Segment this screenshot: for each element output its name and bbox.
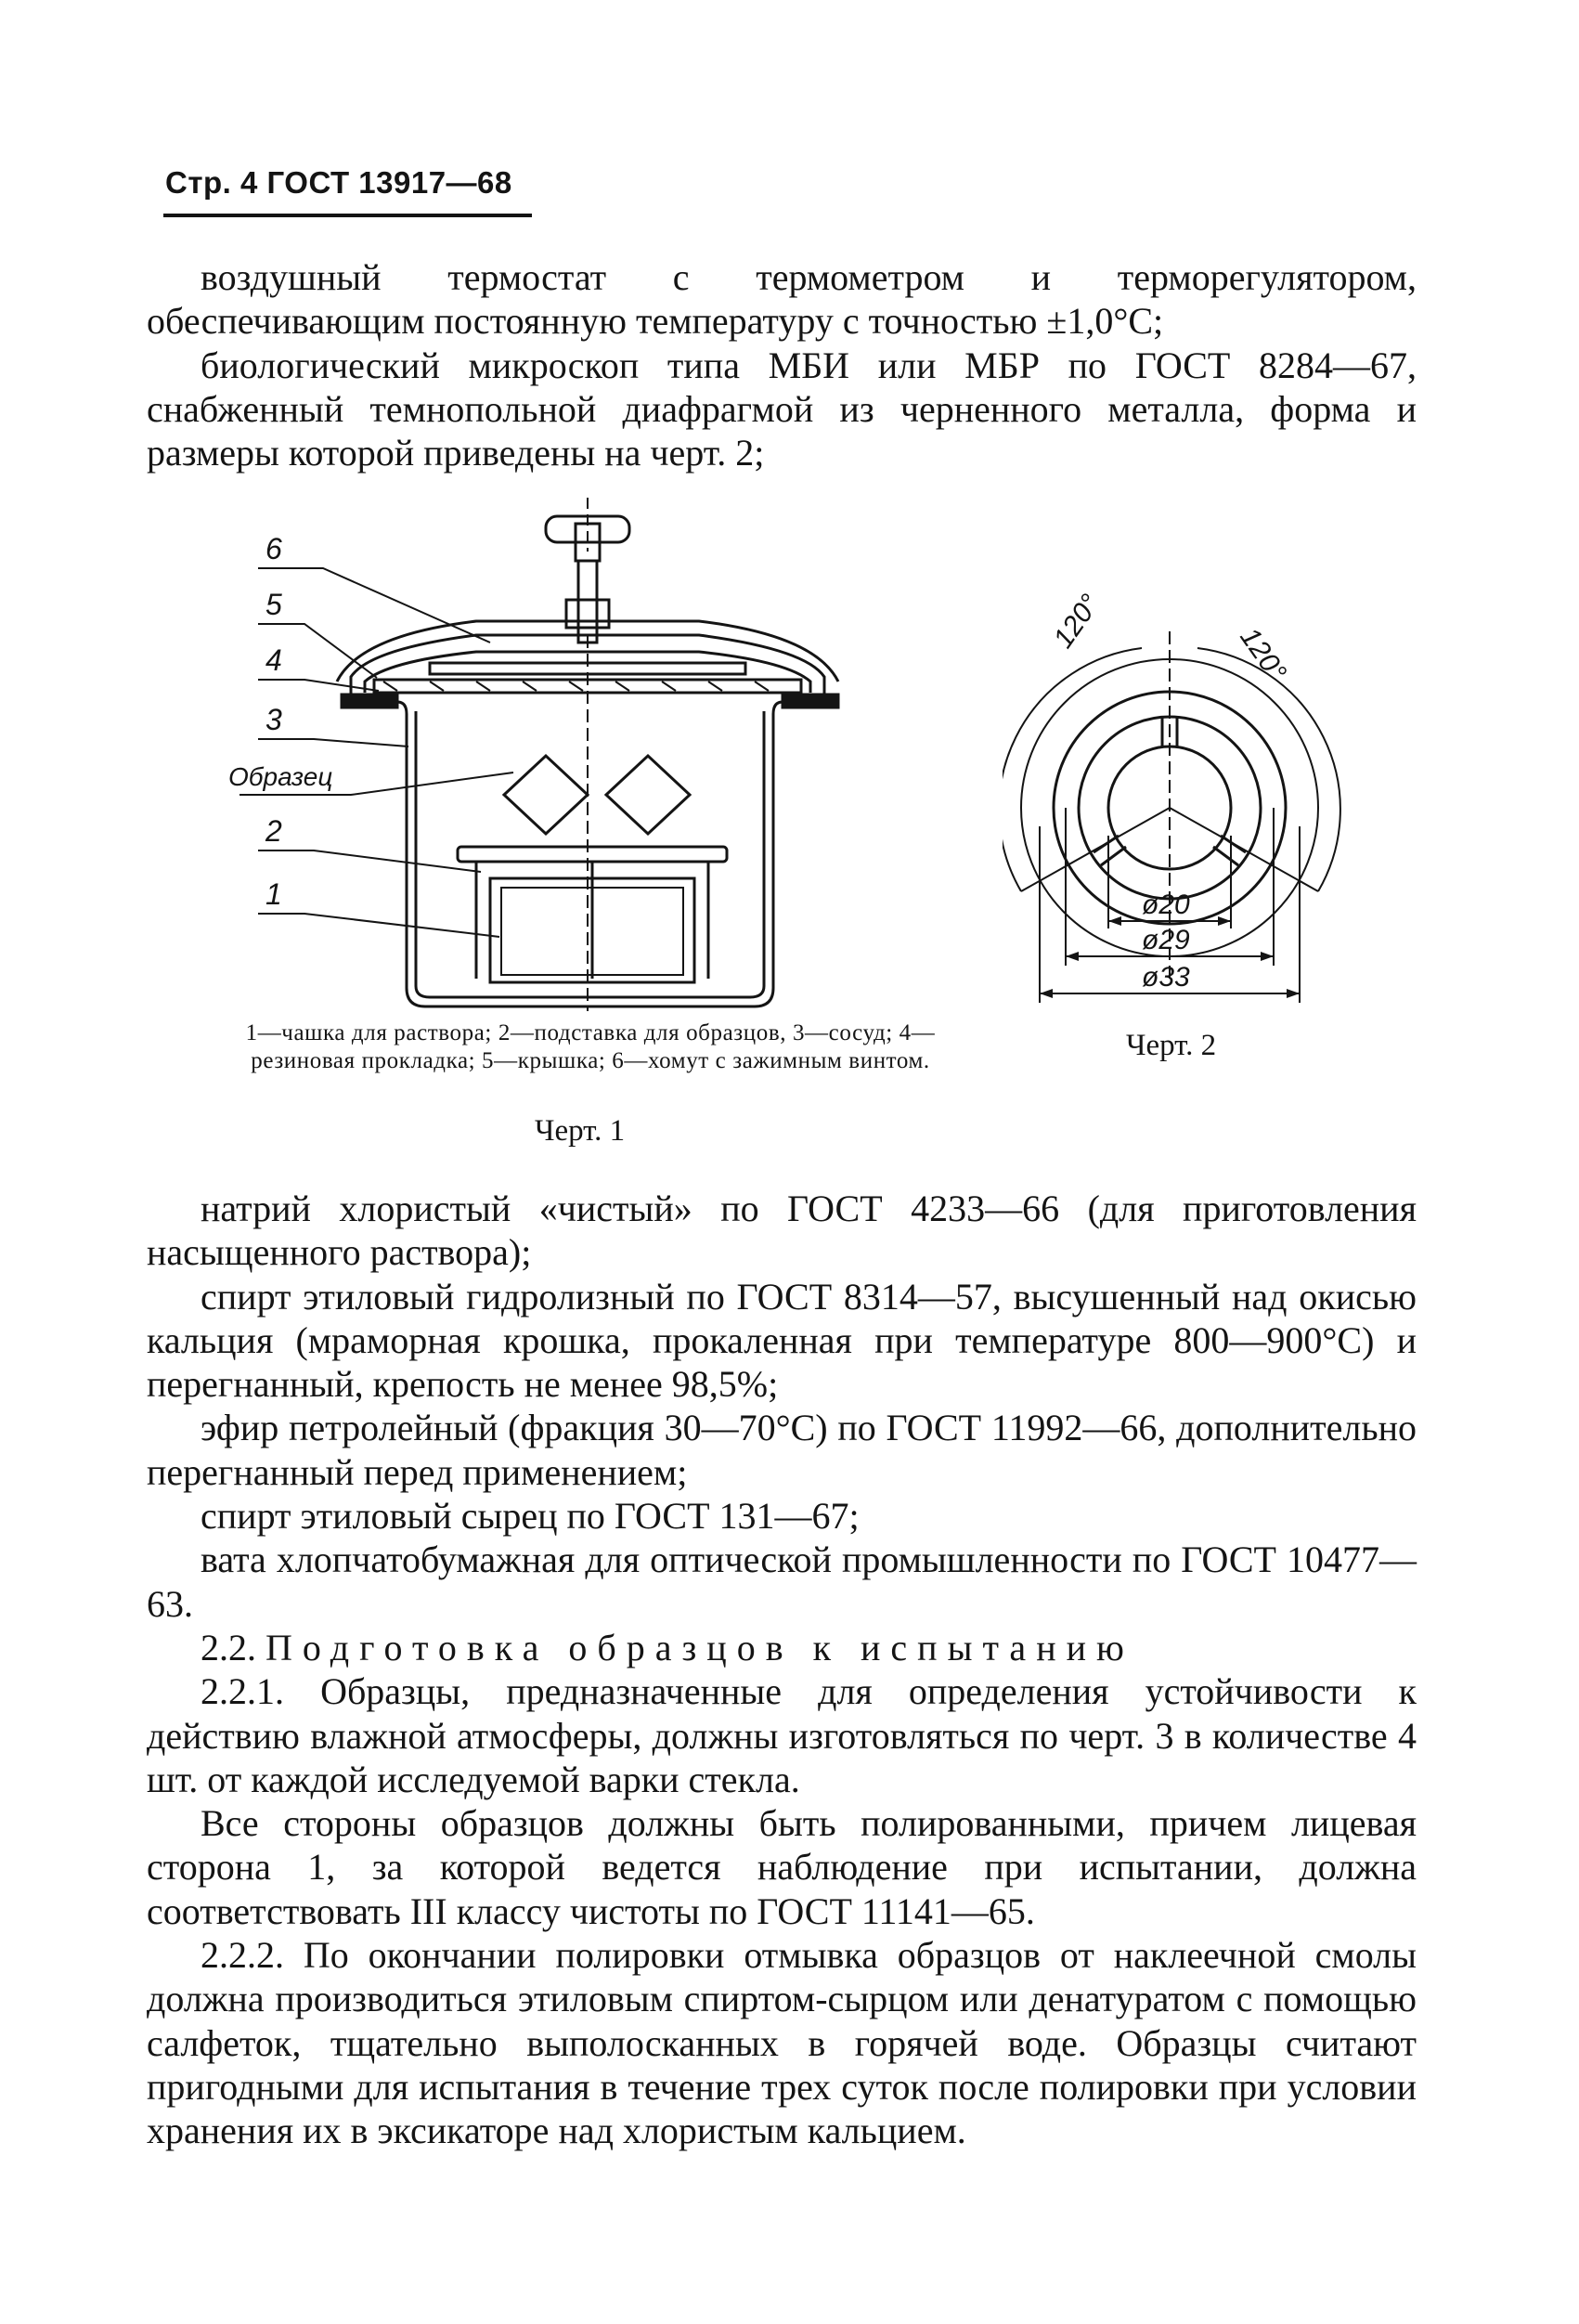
paragraph-raw-alcohol: спирт этиловый сырец по ГОСТ 131—67;: [201, 1495, 860, 1538]
fig1-label-1: 1: [265, 877, 282, 911]
paragraph-cotton-wool: вата хлопчатобумажная для оптической промышленности по ГОСТ 10477—63.: [147, 1539, 1417, 1625]
vessel-flange-right: [783, 695, 838, 708]
sample-diamond-right: [606, 756, 690, 834]
vessel-outer: [346, 702, 834, 1006]
paragraph-microscope: биологический микроскоп типа МБИ или МБР по ГОСТ 8284—67, снабженный темнопольной диафрагмой из черненного металла, форма и размеры которой приведены на черт. 2;: [147, 344, 1417, 474]
angle-label-right: 120°: [1234, 622, 1292, 687]
materials-block: [147, 1187, 1417, 2153]
section-heading: [147, 1626, 1417, 1669]
figure-1-apparatus-drawing: [212, 496, 973, 1016]
paragraph-2-2-1: 2.2.1. Образцы, предназначенные для определения устойчивости к действию влажной атмосферы, должны изготовляться по черт. 3 в количестве 4 шт. от каждой исследуемой варки стекла.: [147, 1670, 1417, 1800]
figure-1-caption: Черт. 1: [535, 1114, 626, 1148]
header-rule: [163, 214, 532, 217]
fig1-label-sample: Образец: [228, 762, 333, 791]
screw-nut: [566, 600, 609, 628]
dim-label-33: ø33: [1142, 962, 1190, 993]
figure-1-legend: 1—чашка для раствора; 2—подставка для образцов, 3—сосуд; 4—резиновая прокладка; 5—крышка; 6—хомут с зажимным винтом.: [245, 1020, 936, 1073]
fig1-label-2: 2: [265, 814, 282, 848]
page-header: Стр. 4 ГОСТ 13917—68: [165, 165, 512, 200]
paragraph-polished-sides: Все стороны образцов должны быть полированными, причем лицевая сторона 1, за которой ведется наблюдение при испытании, должна соответствовать III классу чистоты по ГОСТ 11141—65.: [147, 1802, 1417, 1932]
section-number: 2.2.: [201, 1626, 256, 1668]
paragraph-petroleum-ether: эфир петролейный (фракция 30—70°С) по ГОСТ 11992—66, дополнительно перегнанный перед применением;: [147, 1407, 1417, 1493]
sample-diamond-left: [504, 756, 588, 834]
intro-block: [147, 255, 1417, 474]
angle-label-left: 120°: [1047, 589, 1107, 655]
paragraph-thermostat: воздушный термостат с термометром и терморегулятором, обеспечивающим постоянную температуру с точностью ±1,0°С;: [147, 256, 1417, 343]
paragraph-sodium-chloride: натрий хлористый «чистый» по ГОСТ 4233—66 (для приготовления насыщенного раствора);: [147, 1188, 1417, 1274]
dim-label-29: ø29: [1142, 925, 1190, 955]
fig1-label-5: 5: [265, 588, 282, 621]
fig1-label-3: 3: [265, 703, 282, 736]
paragraph-2-2-2: 2.2.2. По окончании полировки отмывка образцов от наклеечной смолы должна производиться этиловым спиртом-сырцом или денатуратом с помощью салфеток, тщательно выполосканных в горячей воде. Образцы считают пригодными для испытания в течение трех суток после полировки при условии хранения их в эксикаторе над хлористым кальцием.: [147, 1934, 1417, 2152]
figure-2-diaphragm-drawing: [1003, 557, 1411, 1021]
figure-2-caption: Черт. 2: [1126, 1029, 1217, 1062]
fig1-label-6: 6: [265, 532, 282, 565]
sample-stand-top: [458, 847, 727, 862]
paragraph-ethyl-alcohol: спирт этиловый гидролизный по ГОСТ 8314—57, высушенный над окисью кальция (мраморная крошка, прокаленная при температуре 800—900°С) и перегнанный, крепость не менее 98,5%;: [147, 1275, 1417, 1406]
fig1-label-4: 4: [265, 643, 282, 677]
vessel-inner: [416, 711, 764, 997]
vessel-flange-left: [342, 695, 397, 708]
section-title: Подготовка образцов к испытанию: [265, 1626, 1134, 1668]
screw-shaft: [578, 561, 597, 643]
dim-label-20: ø20: [1142, 889, 1190, 920]
